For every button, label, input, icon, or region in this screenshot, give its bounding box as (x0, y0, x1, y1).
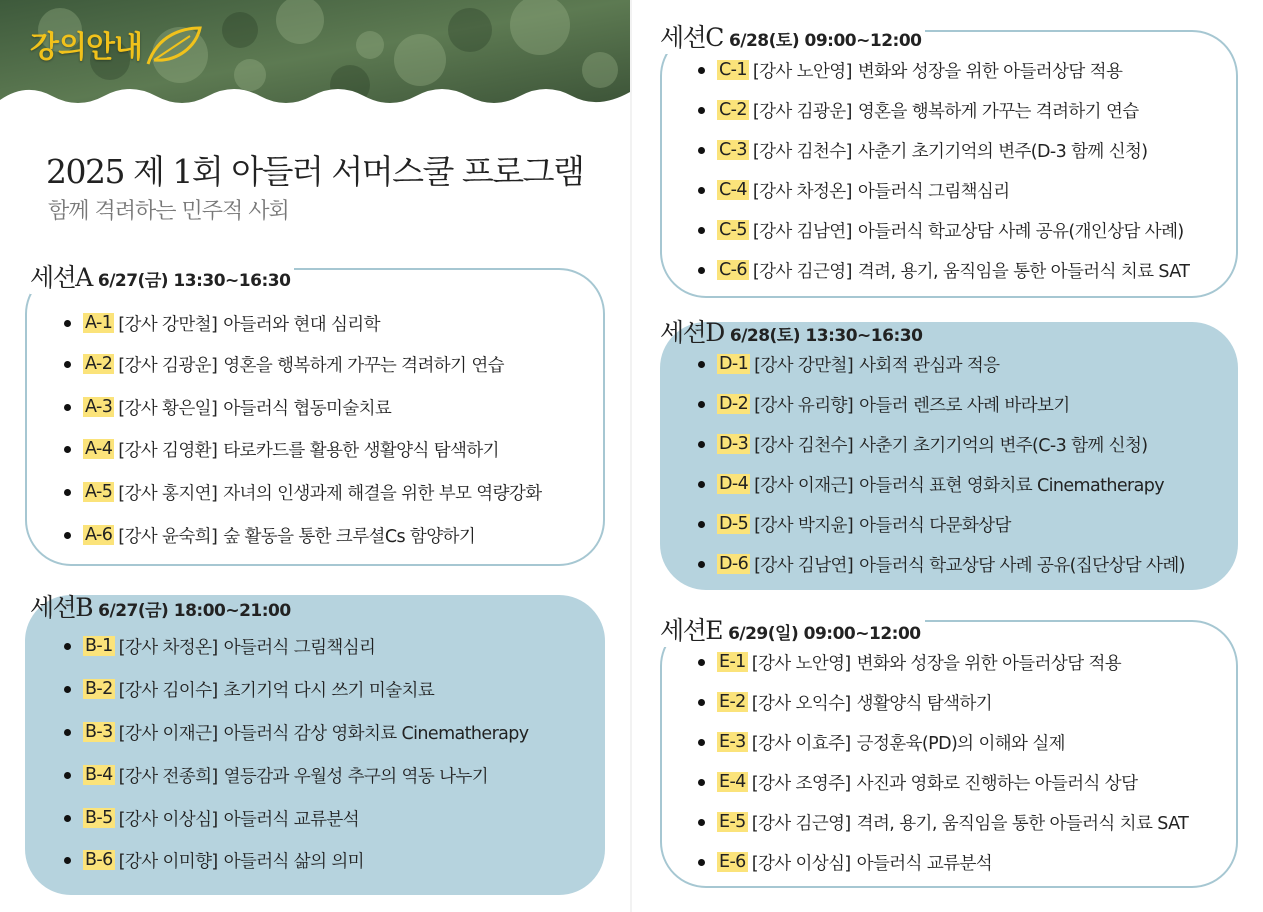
course-title: 사진과 영화로 진행하는 아들러식 상담 (856, 773, 1138, 794)
bullet-icon (698, 227, 705, 234)
brand-label: 강의안내 (30, 30, 142, 65)
course-title: 격려, 용기, 움직임을 통한 아들러식 치료 SAT (856, 813, 1189, 834)
course-code: E-6 (719, 852, 746, 872)
course-code: B-2 (85, 679, 113, 699)
list-item (64, 847, 364, 873)
bullet-icon (698, 481, 705, 488)
lecturer: [강사 이상심] (751, 853, 851, 874)
bullet-icon (698, 521, 705, 528)
session-b-header (30, 588, 295, 624)
left-page (0, 0, 630, 912)
lecturer: [강사 김천수] (754, 435, 854, 456)
course-code: B-4 (85, 765, 113, 785)
lecturer: [강사 이미향] (118, 851, 218, 872)
list-item (698, 351, 999, 377)
course-title: 사춘기 초기기억의 변주(C-3 함께 신청) (859, 435, 1148, 456)
course-title: 아들러식 그림책심리 (223, 637, 376, 658)
bullet-icon (64, 729, 71, 736)
course-code: B-5 (85, 808, 113, 828)
course-title: 아들러식 감상 영화치료 Cinematherapy (223, 723, 529, 744)
bullet-icon (64, 815, 71, 822)
session-date: 6/27(금) 13:30~16:30 (97, 271, 291, 291)
lecturer: [강사 유리향] (754, 395, 854, 416)
bullet-icon (698, 107, 705, 114)
lecturer: [강사 김남연] (754, 555, 854, 576)
course-code: B-6 (85, 850, 113, 870)
page-title: 2025 제 1회 아들러 서머스쿨 프로그램 (46, 152, 584, 191)
course-code: E-1 (719, 652, 746, 672)
bullet-icon (64, 489, 71, 496)
course-title: 아들러식 협동미술치료 (223, 398, 392, 419)
bullet-icon (64, 532, 71, 539)
leaf-icon (144, 24, 204, 68)
course-title: 아들러식 다문화상담 (859, 515, 1011, 536)
course-code: E-2 (719, 692, 746, 712)
course-code: A-3 (85, 397, 113, 417)
course-title: 격려, 용기, 움직임을 통한 아들러식 치료 SAT (857, 261, 1190, 282)
bullet-icon (64, 361, 71, 368)
course-code: C-4 (719, 180, 747, 200)
lecturer: [강사 김근영] (751, 813, 851, 834)
header-banner (0, 0, 630, 112)
course-title: 아들러식 그림책심리 (857, 181, 1010, 202)
course-code: E-4 (719, 772, 746, 792)
bullet-icon (698, 401, 705, 408)
list-item (64, 394, 391, 420)
course-code: C-6 (719, 260, 747, 280)
session-e-header (660, 611, 925, 647)
lecturer: [강사 이상심] (118, 809, 218, 830)
bullet-icon (698, 441, 705, 448)
bullet-icon (64, 404, 71, 411)
list-item (64, 805, 359, 831)
course-title: 변화와 성장을 위한 아들러상담 적용 (857, 61, 1123, 82)
course-code: C-1 (719, 60, 747, 80)
list-item (698, 689, 992, 715)
course-code: D-1 (719, 354, 749, 374)
list-item (698, 511, 1011, 537)
session-date: 6/28(토) 13:30~16:30 (729, 326, 923, 346)
list-item (698, 217, 1184, 243)
lecturer: [강사 이효주] (751, 733, 851, 754)
lecturer: [강사 홍지연] (118, 483, 218, 504)
lecturer: [강사 김광운] (752, 101, 852, 122)
lecturer: [강사 김남연] (752, 221, 852, 242)
list-item (698, 809, 1188, 835)
list-item (698, 769, 1137, 795)
bullet-icon (698, 739, 705, 746)
course-title: 아들러식 교류분석 (223, 809, 360, 830)
lecturer: [강사 강만철] (754, 355, 854, 376)
course-code: C-5 (719, 220, 747, 240)
list-item (698, 551, 1185, 577)
course-code: A-4 (85, 439, 113, 459)
course-code: A-5 (85, 482, 113, 502)
course-title: 아들러와 현대 심리학 (223, 314, 380, 335)
course-title: 아들러식 교류분석 (856, 853, 993, 874)
bullet-icon (698, 779, 705, 786)
lecturer: [강사 이재근] (754, 475, 854, 496)
list-item (698, 177, 1010, 203)
lecturer: [강사 박지윤] (754, 515, 854, 536)
list-item (698, 849, 992, 875)
course-code: A-2 (85, 354, 113, 374)
lecturer: [강사 전종희] (118, 766, 218, 787)
session-name: 세션C (660, 23, 723, 52)
list-item (698, 729, 1065, 755)
course-code: D-2 (719, 394, 749, 414)
bullet-icon (64, 643, 71, 650)
session-date: 6/29(일) 09:00~12:00 (728, 624, 921, 644)
session-name: 세션A (30, 263, 92, 292)
lecturer: [강사 강만철] (118, 314, 218, 335)
bullet-icon (64, 857, 71, 864)
course-code: D-5 (719, 514, 749, 534)
course-title: 영혼을 행복하게 가꾸는 격려하기 연습 (857, 101, 1139, 122)
course-title: 변화와 성장을 위한 아들러상담 적용 (856, 653, 1122, 674)
list-item (698, 57, 1122, 83)
bullet-icon (698, 187, 705, 194)
bullet-icon (698, 699, 705, 706)
course-title: 숲 활동을 통한 크루셜Cs 함양하기 (223, 526, 476, 547)
course-code: C-2 (719, 100, 747, 120)
course-code: B-3 (85, 722, 113, 742)
bullet-icon (698, 561, 705, 568)
bullet-icon (698, 267, 705, 274)
lecturer: [강사 김광운] (118, 355, 218, 376)
course-title: 아들러식 표현 영화치료 Cinematherapy (859, 475, 1165, 496)
course-title: 긍정훈육(PD)의 이해와 실제 (856, 733, 1065, 754)
course-code: B-1 (85, 636, 113, 656)
lecturer: [강사 이재근] (118, 723, 218, 744)
course-title: 아들러식 학교상담 사례 공유(개인상담 사례) (857, 221, 1184, 242)
bullet-icon (64, 446, 71, 453)
session-name: 세션E (660, 616, 723, 645)
list-item (698, 137, 1148, 163)
list-item (64, 676, 434, 702)
lecturer: [강사 조영주] (751, 773, 851, 794)
list-item (64, 479, 542, 505)
lecturer: [강사 김이수] (118, 680, 218, 701)
lecturer: [강사 윤숙희] (118, 526, 218, 547)
course-title: 사춘기 초기기억의 변주(D-3 함께 신청) (857, 141, 1148, 162)
session-date: 6/28(토) 09:00~12:00 (728, 31, 922, 51)
lecturer: [강사 노안영] (752, 61, 852, 82)
course-code: D-4 (719, 474, 749, 494)
course-title: 아들러 렌즈로 사례 바라보기 (859, 395, 1070, 416)
list-item (698, 431, 1148, 457)
course-title: 생활양식 탐색하기 (856, 693, 993, 714)
course-code: A-6 (85, 525, 113, 545)
bullet-icon (698, 819, 705, 826)
session-date: 6/27(금) 18:00~21:00 (98, 601, 291, 621)
lecturer: [강사 차정온] (118, 637, 218, 658)
lecturer: [강사 노안영] (751, 653, 851, 674)
list-item (64, 522, 475, 548)
course-title: 초기기억 다시 쓰기 미술치료 (223, 680, 435, 701)
bullet-icon (64, 772, 71, 779)
bullet-icon (698, 659, 705, 666)
course-code: C-3 (719, 140, 747, 160)
list-item (698, 97, 1139, 123)
session-name: 세션B (30, 593, 93, 622)
bullet-icon (698, 361, 705, 368)
list-item (64, 719, 529, 745)
list-item (698, 391, 1070, 417)
right-page (632, 0, 1263, 912)
course-code: E-3 (719, 732, 746, 752)
lecturer: [강사 오익수] (751, 693, 851, 714)
course-title: 사회적 관심과 적응 (859, 355, 1000, 376)
lecturer: [강사 김근영] (752, 261, 852, 282)
lecturer: [강사 김천수] (752, 141, 852, 162)
session-d-header (660, 313, 926, 349)
course-code: D-6 (719, 554, 749, 574)
course-title: 영혼을 행복하게 가꾸는 격려하기 연습 (223, 355, 504, 376)
session-name: 세션D (660, 318, 724, 347)
bullet-icon (698, 147, 705, 154)
list-item (698, 257, 1189, 283)
list-item (698, 471, 1164, 497)
lecturer: [강사 김영환] (118, 440, 218, 461)
bullet-icon (64, 320, 71, 327)
list-item (64, 310, 380, 336)
course-code: D-3 (719, 434, 749, 454)
list-item (698, 649, 1121, 675)
course-title: 타로카드를 활용한 생활양식 탐색하기 (223, 440, 499, 461)
list-item (64, 633, 375, 659)
lecturer: [강사 차정온] (752, 181, 852, 202)
course-title: 아들러식 학교상담 사례 공유(집단상담 사례) (859, 555, 1185, 576)
course-code: A-1 (85, 313, 113, 333)
session-c-header (660, 18, 925, 54)
course-title: 아들러식 삶의 의미 (223, 851, 364, 872)
bullet-icon (698, 859, 705, 866)
course-title: 열등감과 우월성 추구의 역동 나누기 (223, 766, 489, 787)
course-title: 자녀의 인생과제 해결을 위한 부모 역량강화 (223, 483, 542, 504)
bullet-icon (698, 67, 705, 74)
session-a-header (30, 258, 294, 294)
course-code: E-5 (719, 812, 746, 832)
page-subtitle: 함께 격려하는 민주적 사회 (48, 199, 289, 224)
list-item (64, 762, 488, 788)
list-item (64, 436, 499, 462)
list-item (64, 351, 504, 377)
bullet-icon (64, 686, 71, 693)
lecturer: [강사 황은일] (118, 398, 218, 419)
